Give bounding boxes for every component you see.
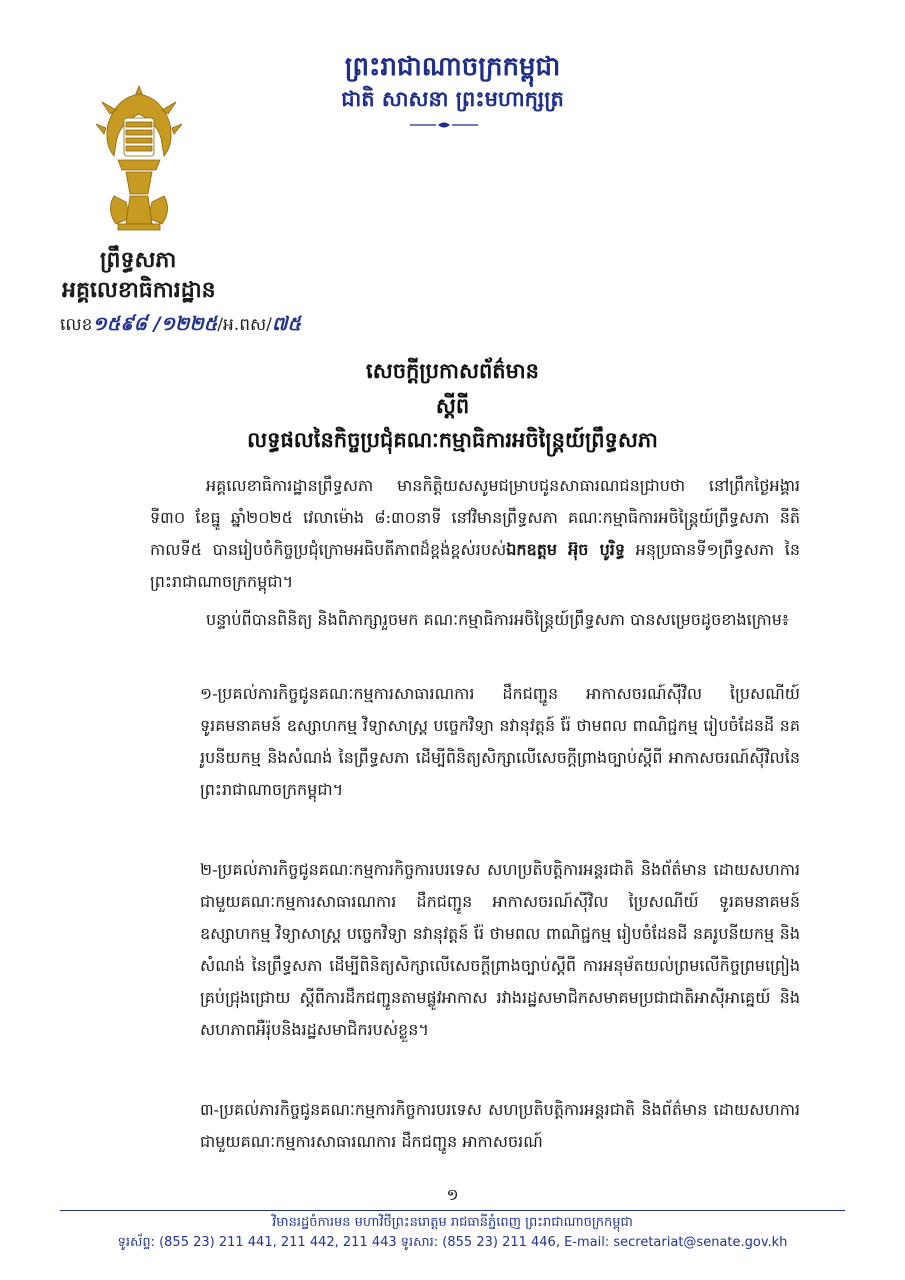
- national-motto: ជាតិ សាសនា ព្រះមហាក្សត្រ: [341, 87, 564, 111]
- reference-number: [60, 312, 301, 340]
- intro-text: អគ្គលេខាធិការដ្ឋានព្រឹទ្ធសភា មានកិត្តិយសសូមជម្រាបជូនសាធារណជនជ្រាបថា នៅព្រឹកថ្ងៃអង្គារ ទី៣០ ខែធ្នូ ឆ្នាំ២០២៥ វេលាម៉ោង ៨:៣០នាទី នៅវិមានព្រឹទ្ធសភា គណៈកម្មាធិការអចិន្ត្រៃយ៍ព្រឹទ្ធសភា នីតិកាលទី៥ បានរៀបចំកិច្ចប្រជុំក្រោមអធិបតីភាពដ៏ខ្ពង់ខ្ពស់របស់: [150, 476, 800, 559]
- decision-item-3: ៣-ប្រគល់ភារកិច្ចជូនគណៈកម្មការកិច្ចការបរទេស សហប្រតិបត្តិការអន្តរជាតិ និងព័ត៌មាន ដោយសហការជាមួយគណៈកម្មការសាធារណការ ដឹកជញ្ជូន អាកាសចរណ៍: [200, 1100, 800, 1151]
- page-number: ១: [446, 1185, 459, 1204]
- document-title: សេចក្តីប្រកាសព័ត៌មាន: [366, 359, 539, 383]
- intro-text-end: អនុប្រធានទី១ព្រឹទ្ធសភា នៃព្រះរាជាណាចក្រកម្ពុជា។: [150, 540, 800, 591]
- senate-emblem-icon: [96, 84, 182, 232]
- title-connector: ស្តីពី: [435, 394, 470, 418]
- official-name: ឯកឧត្តម អ៊ុច បូរិទ្ធ: [506, 540, 625, 559]
- ref-suffix: /អ.ពស/: [217, 315, 272, 335]
- ref-code-handwritten: ៧៥: [271, 313, 301, 335]
- ornament-divider: [410, 120, 478, 130]
- kingdom-heading: ព្រះរាជាណាចក្រកម្ពុជា: [344, 52, 561, 82]
- ref-prefix: លេខ: [60, 315, 93, 335]
- issuer-institution: ព្រឹទ្ធសភា: [100, 248, 177, 273]
- issuer-department: អគ្គលេខាធិការដ្ឋាន: [62, 278, 216, 303]
- decision-paragraph: [150, 604, 800, 636]
- footer-divider: [60, 1210, 845, 1211]
- footer-address: វិមានរដ្ឋចំការមន មហាវិថីព្រះនរោត្តម រាជធានីភ្នំពេញ ព្រះរាជាណាចក្រកម្ពុជា: [272, 1215, 633, 1230]
- decision-item-1: ១-ប្រគល់ភារកិច្ចជូនគណៈកម្មការសាធារណការ ដឹកជញ្ជូន អាកាសចរណ៍ស៊ីវិល ប្រៃសណីយ៍ ទូរគមនាគមន៍ ឧស្សាហកម្ម វិទ្យាសាស្ត្រ បច្ចេកវិទ្យា នវានុវត្តន៍ រ៉ែ ថាមពល ពាណិជ្ជកម្ម រៀបចំដែនដី នគរូបនីយកម្ម និងសំណង់ នៃព្រឹទ្ធសភា ដើម្បីពិនិត្យសិក្សាលើសេចក្តីព្រាងច្បាប់ស្តីពី អាកាសចរណ៍ស៊ីវិលនៃព្រះរាជាណាចក្រកម្ពុជា។: [200, 684, 800, 799]
- decision-item-2: ២-ប្រគល់ភារកិច្ចជូនគណៈកម្មការកិច្ចការបរទេស សហប្រតិបត្តិការអន្តរជាតិ និងព័ត៌មាន ដោយសហការជាមួយគណៈកម្មការសាធារណការ ដឹកជញ្ជូន អាកាសចរណ៍ស៊ីវិល ប្រៃសណីយ៍ ទូរគមនាគមន៍ ឧស្សាហកម្ម វិទ្យាសាស្ត្រ បច្ចេកវិទ្យា នវានុវត្តន៍ រ៉ែ ថាមពល ពាណិជ្ជកម្ម រៀបចំដែនដី នគរូបនីយកម្ម និងសំណង់ នៃព្រឹទ្ធសភា ដើម្បីពិនិត្យសិក្សាលើសេចក្តីព្រាងច្បាប់ស្តីពី ការអនុម័តយល់ព្រមលើកិច្ចព្រមព្រៀងគ្រប់ជ្រុងជ្រោយ ស្តីពីការដឹកជញ្ជូនតាមផ្លូវអាកាស រវាងរដ្ឋសមាជិកសមាគមប្រជាជាតិអាស៊ីអាគ្នេយ៍ និងសហភាពអឺរ៉ុបនិងរដ្ឋសមាជិករបស់ខ្លួន។: [200, 860, 800, 1039]
- document-subject: លទ្ធផលនៃកិច្ចប្រជុំគណៈកម្មាធិការអចិន្ត្រៃយ៍ព្រឹទ្ធសភា: [247, 428, 658, 452]
- decision-text: បន្ទាប់ពីបានពិនិត្យ និងពិភាក្សារួចមក គណៈកម្មាធិការអចិន្ត្រៃយ៍ព្រឹទ្ធសភា បានសម្រេចដូចខាងក្រោម៖: [206, 610, 789, 629]
- intro-paragraph: [150, 470, 800, 598]
- footer-contact: ទូរស័ព្ទ: (855 23) 211 441, 211 442, 211 443 ទូរសារ: (855 23) 211 446, E-mail: secretariat@senate.gov.kh: [117, 1235, 788, 1250]
- ref-number-handwritten: ១៥៩៨ /១២២៥: [92, 313, 218, 335]
